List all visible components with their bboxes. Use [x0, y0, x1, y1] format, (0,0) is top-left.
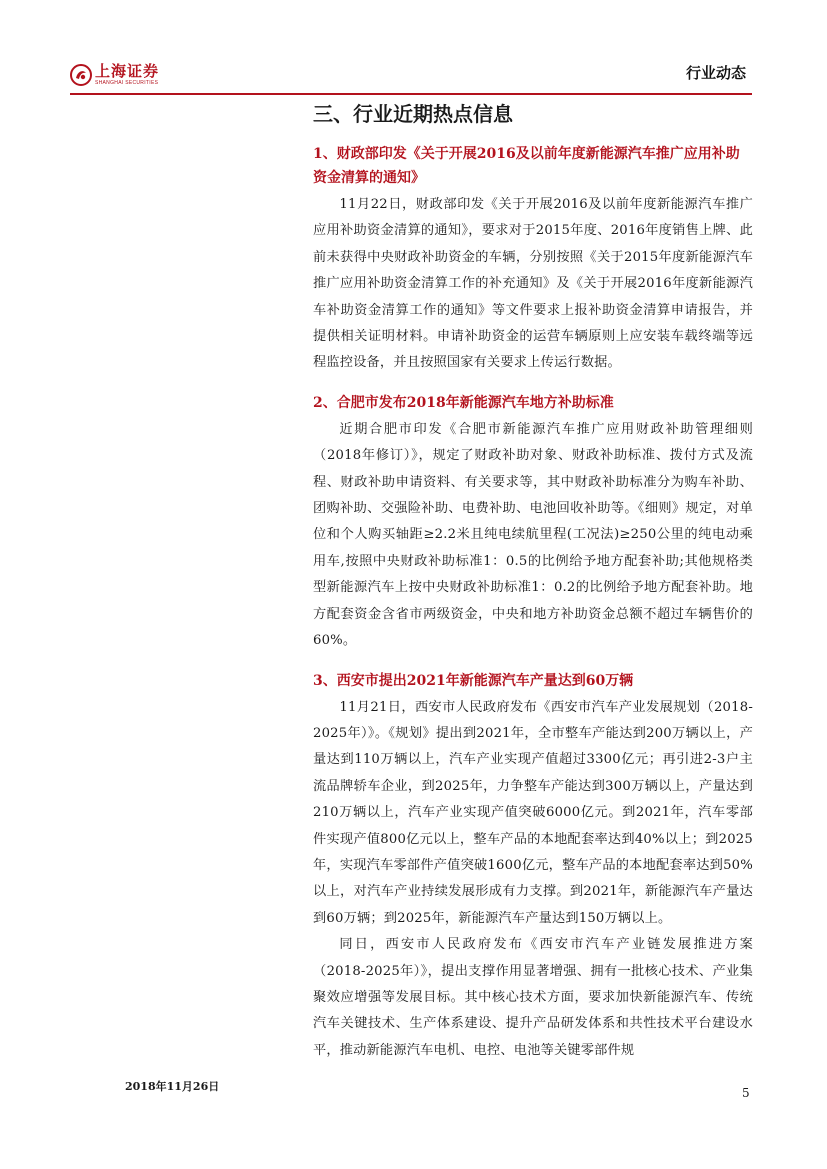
item-paragraph: 11月21日，西安市人民政府发布《西安市汽车产业发展规划（2018-2025年）》。《规划》提出到2021年，全市整车产能达到200万辆以上，产量达到110万辆以上，汽车产业实现产值超过3300亿元；再引进2-3户主流品牌轿车企业，到2025年，力争整车产能达到300万辆以上，产量达到210万辆以上，汽车产业实现产值突破6000亿元。到2021年，汽车零部件实现产值800亿元以上，整车产品的本地配套率达到40%以上；到2025年，实现汽车零部件产值突破1600亿元，整车产品的本地配套率达到50%以上，对汽车产业持续发展形成有力支撑。到2021年，新能源汽车产量达到60万辆；到2025年，新能源汽车产量达到150万辆以上。 — [313, 699, 753, 926]
item-paragraph: 同日，西安市人民政府发布《西安市汽车产业链发展推进方案（2018-2025年）》，提出支撑作用显著增强、拥有一批核心技术、产业集聚效应增强等发展目标。其中核心技术方面，要求加快新能源汽车、传统汽车关键技术、生产体系建设、提升产品研发体系和共性技术平台建设水平，推动新能源汽车电机、电控、电池等关键零部件规 — [313, 937, 753, 1058]
logo-chinese-text: 上海证券 — [95, 62, 160, 80]
item-heading: 2、合肥市发布2018年新能源汽车地方补助标准 — [313, 394, 614, 411]
company-logo — [70, 60, 159, 90]
item-paragraph: 11月22日，财政部印发《关于开展2016及以前年度新能源汽车推广应用补助资金清算的通知》，要求对于2015年度、2016年度销售上牌、此前未获得中央财政补助资金的车辆，分别按照《关于2015年度新能源汽车推广应用补助资金清算工作的补充通知》及《关于开展2016年度新能源汽车补助资金清算工作的通知》等文件要求上报补助资金清算申请报告，并提供相关证明材料。申请补助资金的运营车辆原则上应安装车载终端等远程监控设备，并且按照国家有关要求上传运行数据。 — [313, 197, 753, 371]
item-heading: 3、西安市提出2021年新能源汽车产量达到60万辆 — [313, 672, 634, 689]
item-heading: 1、财政部印发《关于开展2016及以前年度新能源汽车推广应用补助资金清算的通知》 — [313, 146, 740, 186]
page-header — [70, 58, 752, 98]
logo-emblem-icon — [70, 64, 92, 86]
page-number: 5 — [742, 1086, 750, 1100]
main-content — [313, 100, 753, 1064]
report-date: 2018年11月26日 — [125, 1080, 220, 1093]
report-category: 行业动态 — [685, 64, 746, 82]
logo-english-text: SHANGHAI SECURITIES — [95, 80, 159, 86]
header-divider — [70, 93, 752, 95]
item-paragraph: 近期合肥市印发《合肥市新能源汽车推广应用财政补助管理细则（2018年修订）》，规定了财政补助对象、财政补助标准、拨付方式及流程、财政补助申请资料、有关要求等，其中财政补助标准分为购车补助、团购补助、交强险补助、电费补助、电池回收补助等。《细则》规定，对单位和个人购买轴距≥2.2米且纯电续航里程(工况法)≥250公里的纯电动乘用车,按照中央财政补助标准1：0.5的比例给予地方配套补助;其他规格类型新能源汽车上按中央财政补助标准1：0.2的比例给予地方配套补助。地方配套资金含省市两级资金，中央和地方补助资金总额不超过车辆售价的60%。 — [313, 421, 753, 649]
section-title: 三、行业近期热点信息 — [313, 102, 513, 126]
